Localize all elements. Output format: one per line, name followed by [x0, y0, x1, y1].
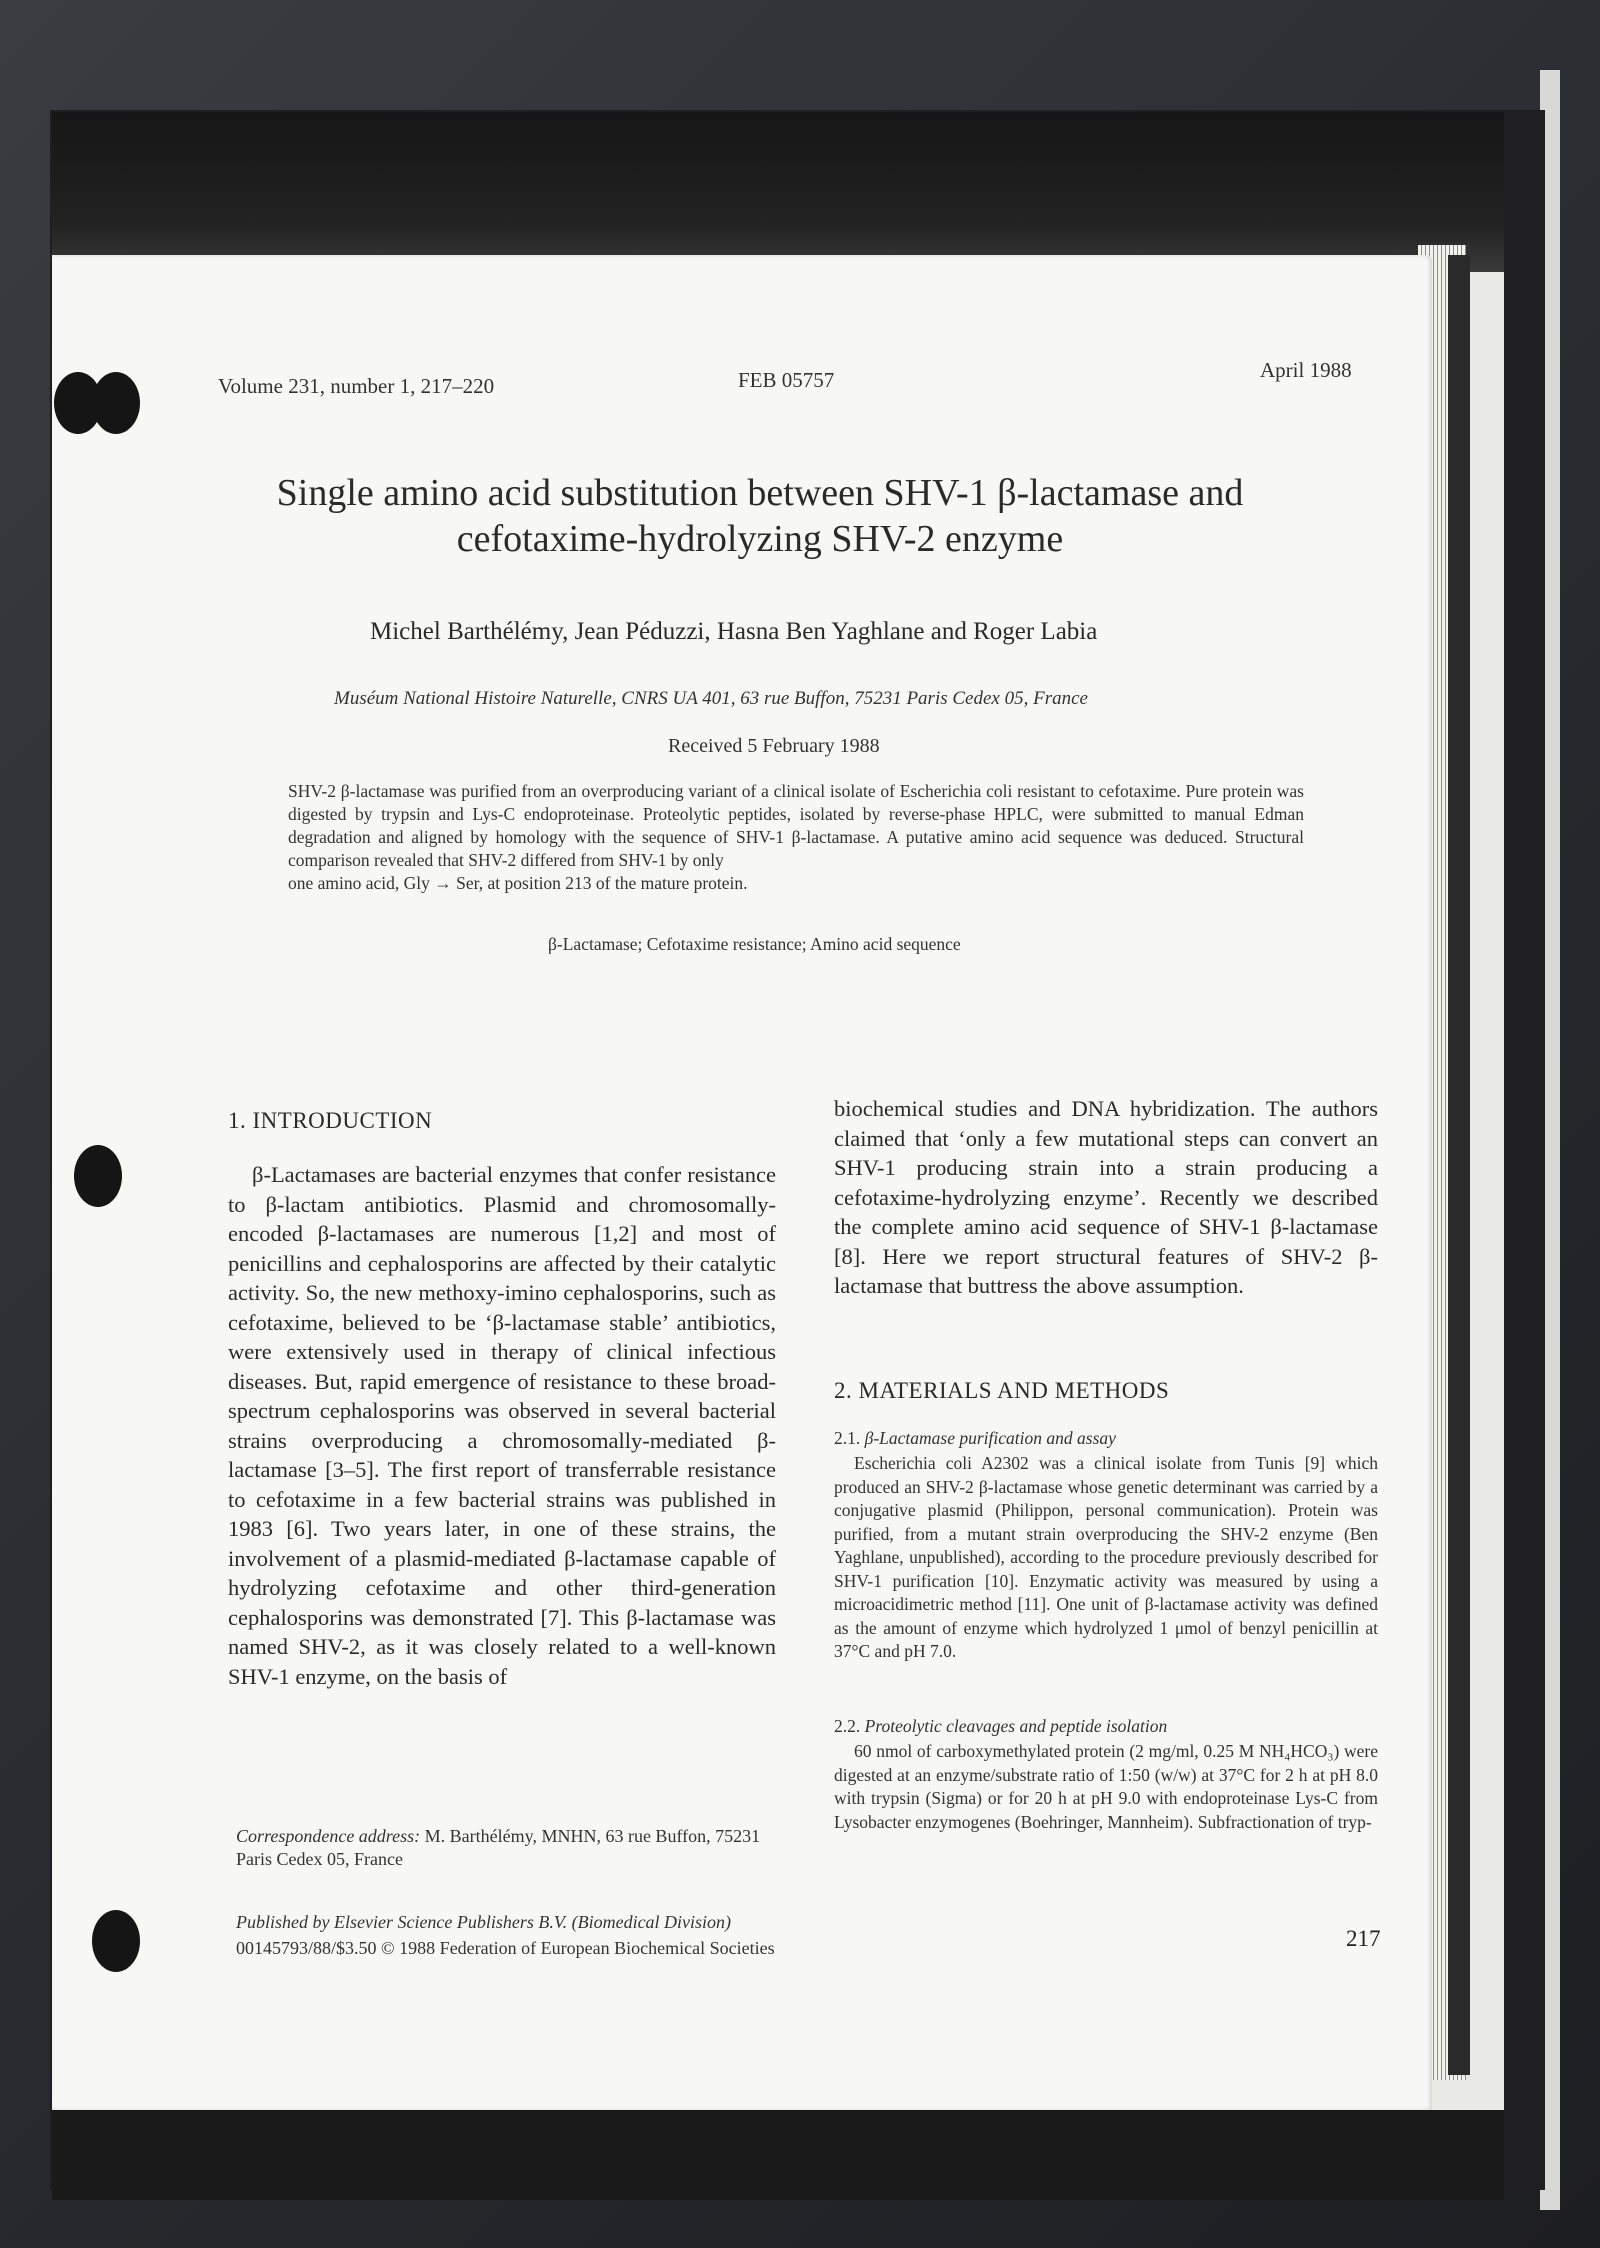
subsection-2-1-text: Escherichia coli A2302 was a clinical isolate from Tunis [9] which produced an SHV-2 β-lactamase whose genetic determinant was carried by a conjugative plasmid (Philippon, personal communication). Protein was purified, from a mutant strain overproducing the SHV-2 enzyme (Ben Yaghlane, unpublished), according to the procedure previously described for SHV-1 purification [10]. Enzymatic activity was measured by using a microacidimetric method [11]. One unit of β-lactamase activity was defined as the amount of enzyme which hydrolyzed 1 μmol of benzyl penicillin at 37°C and pH 7.0. [834, 1453, 1378, 1661]
copyright-line: 00145793/88/$3.50 © 1988 Federation of European Biochemical Societies [236, 1938, 775, 1958]
subsection-2-1-title: β-Lactamase purification and assay [864, 1428, 1116, 1448]
subsection-2-1-heading [834, 1428, 1116, 1449]
punch-hole [92, 1910, 140, 1972]
shadow-top [52, 112, 1504, 272]
abstract-body: SHV-2 β-lactamase was purified from an overproducing variant of a clinical isolate of Escherichia coli resistant to cefotaxime. Pure protein was digested by trypsin and Lys-C endoproteinase. Proteolytic peptides, isolated by reverse-phase HPLC, were submitted to manual Edman degradation and aligned by homology with the sequence of SHV-1 β-lactamase. A putative amino acid sequence was deduced. Structural comparison revealed that SHV-2 differed from SHV-1 by only [288, 781, 1304, 870]
shadow-bottom [52, 2110, 1504, 2200]
title-line-1: Single amino acid substitution between SHV-1 β-lactamase and [276, 472, 1244, 514]
correspondence-text: M. Barthélémy, MNHN, 63 rue Buffon, 75231 Paris Cedex 05, France [236, 1826, 761, 1869]
subsection-2-1-number: 2.1. [834, 1428, 861, 1448]
author-list: Michel Barthélémy, Jean Péduzzi, Hasna Ben Yaghlane and Roger Labia [370, 618, 1098, 645]
section-heading-methods: 2. MATERIALS AND METHODS [834, 1378, 1170, 1403]
received-date: Received 5 February 1988 [668, 735, 880, 757]
article-title [210, 470, 1310, 562]
title-line-2: cefotaxime-hydrolyzing SHV-2 enzyme [456, 518, 1064, 560]
subsection-2-2-number: 2.2. [834, 1716, 861, 1736]
subsection-2-2-title: Proteolytic cleavages and peptide isolation [864, 1716, 1168, 1736]
section-heading-introduction: 1. INTRODUCTION [228, 1108, 433, 1133]
page-number: 217 [1346, 1926, 1381, 1951]
correspondence-label: Correspondence address: [236, 1826, 421, 1846]
publisher-line: Published by Elsevier Science Publishers B.V. (Biomedical Division) [236, 1912, 732, 1932]
subsection-2-2-text: 60 nmol of carboxymethylated protein (2 mg/ml, 0.25 M NH₄HCO₃) were digested at an enzyme/substrate ratio of 1:50 (w/w) at 37°C for 2 h at pH 8.0 with trypsin (Sigma) or for 20 h at pH 9.0 with endoproteinase Lys-C from Lysobacter enzymogenes (Boehringer, Mannheim). Subfractionation of tryp- [834, 1741, 1378, 1832]
abstract-last-line: one amino acid, Gly → Ser, at position 213 of the mature protein. [288, 873, 748, 893]
introduction-continued: biochemical studies and DNA hybridization. The authors claimed that ‘only a few mutational steps can convert an SHV-1 producing strain into a strain producing a cefotaxime-hydrolyzing enzyme’. Recently we described the complete amino acid sequence of SHV-1 β-lactamase [8]. Here we report structural features of SHV-2 β-lactamase that buttress the above assumption. [834, 1096, 1378, 1298]
affiliation: Muséum National Histoire Naturelle, CNRS UA 401, 63 rue Buffon, 75231 Paris Cedex 05, France [334, 688, 1088, 709]
punch-hole [74, 1145, 122, 1207]
keywords: β-Lactamase; Cefotaxime resistance; Amino acid sequence [548, 934, 961, 954]
issue-date: April 1988 [1260, 358, 1352, 382]
subsection-2-2-heading [834, 1716, 1167, 1737]
journal-volume: Volume 231, number 1, 217–220 [218, 374, 495, 398]
punch-hole [92, 372, 140, 434]
correspondence-address [236, 1825, 776, 1871]
abstract [288, 780, 1304, 895]
page-stack-shadow [1448, 255, 1470, 2075]
feb-code: FEB 05757 [738, 368, 835, 392]
introduction-paragraph: β-Lactamases are bacterial enzymes that confer resistance to β-lactam antibiotics. Plasmid and chromosomally-encoded β-lactamases are numerous [1,2] and most of penicillins and cephalosporins are affected by their catalytic activity. So, the new methoxy-imino cephalosporins, such as cefotaxime, believed to be ‘β-lactamase stable’ antibiotics, were extensively used in therapy of clinical infectious diseases. But, rapid emergence of resistance to these broad-spectrum cephalosporins was observed in several bacterial strains overproducing a chromosomally-mediated β-lactamase [3–5]. The first report of transferrable resistance to cefotaxime in a few bacterial strains was published in 1983 [6]. Two years later, in one of these strains, the involvement of a plasmid-mediated β-lactamase capable of hydrolyzing cefotaxime and other third-generation cephalosporins was demonstrated [7]. This β-lactamase was named SHV-2, as it was closely related to a well-known SHV-1 enzyme, on the basis of [228, 1162, 776, 1689]
